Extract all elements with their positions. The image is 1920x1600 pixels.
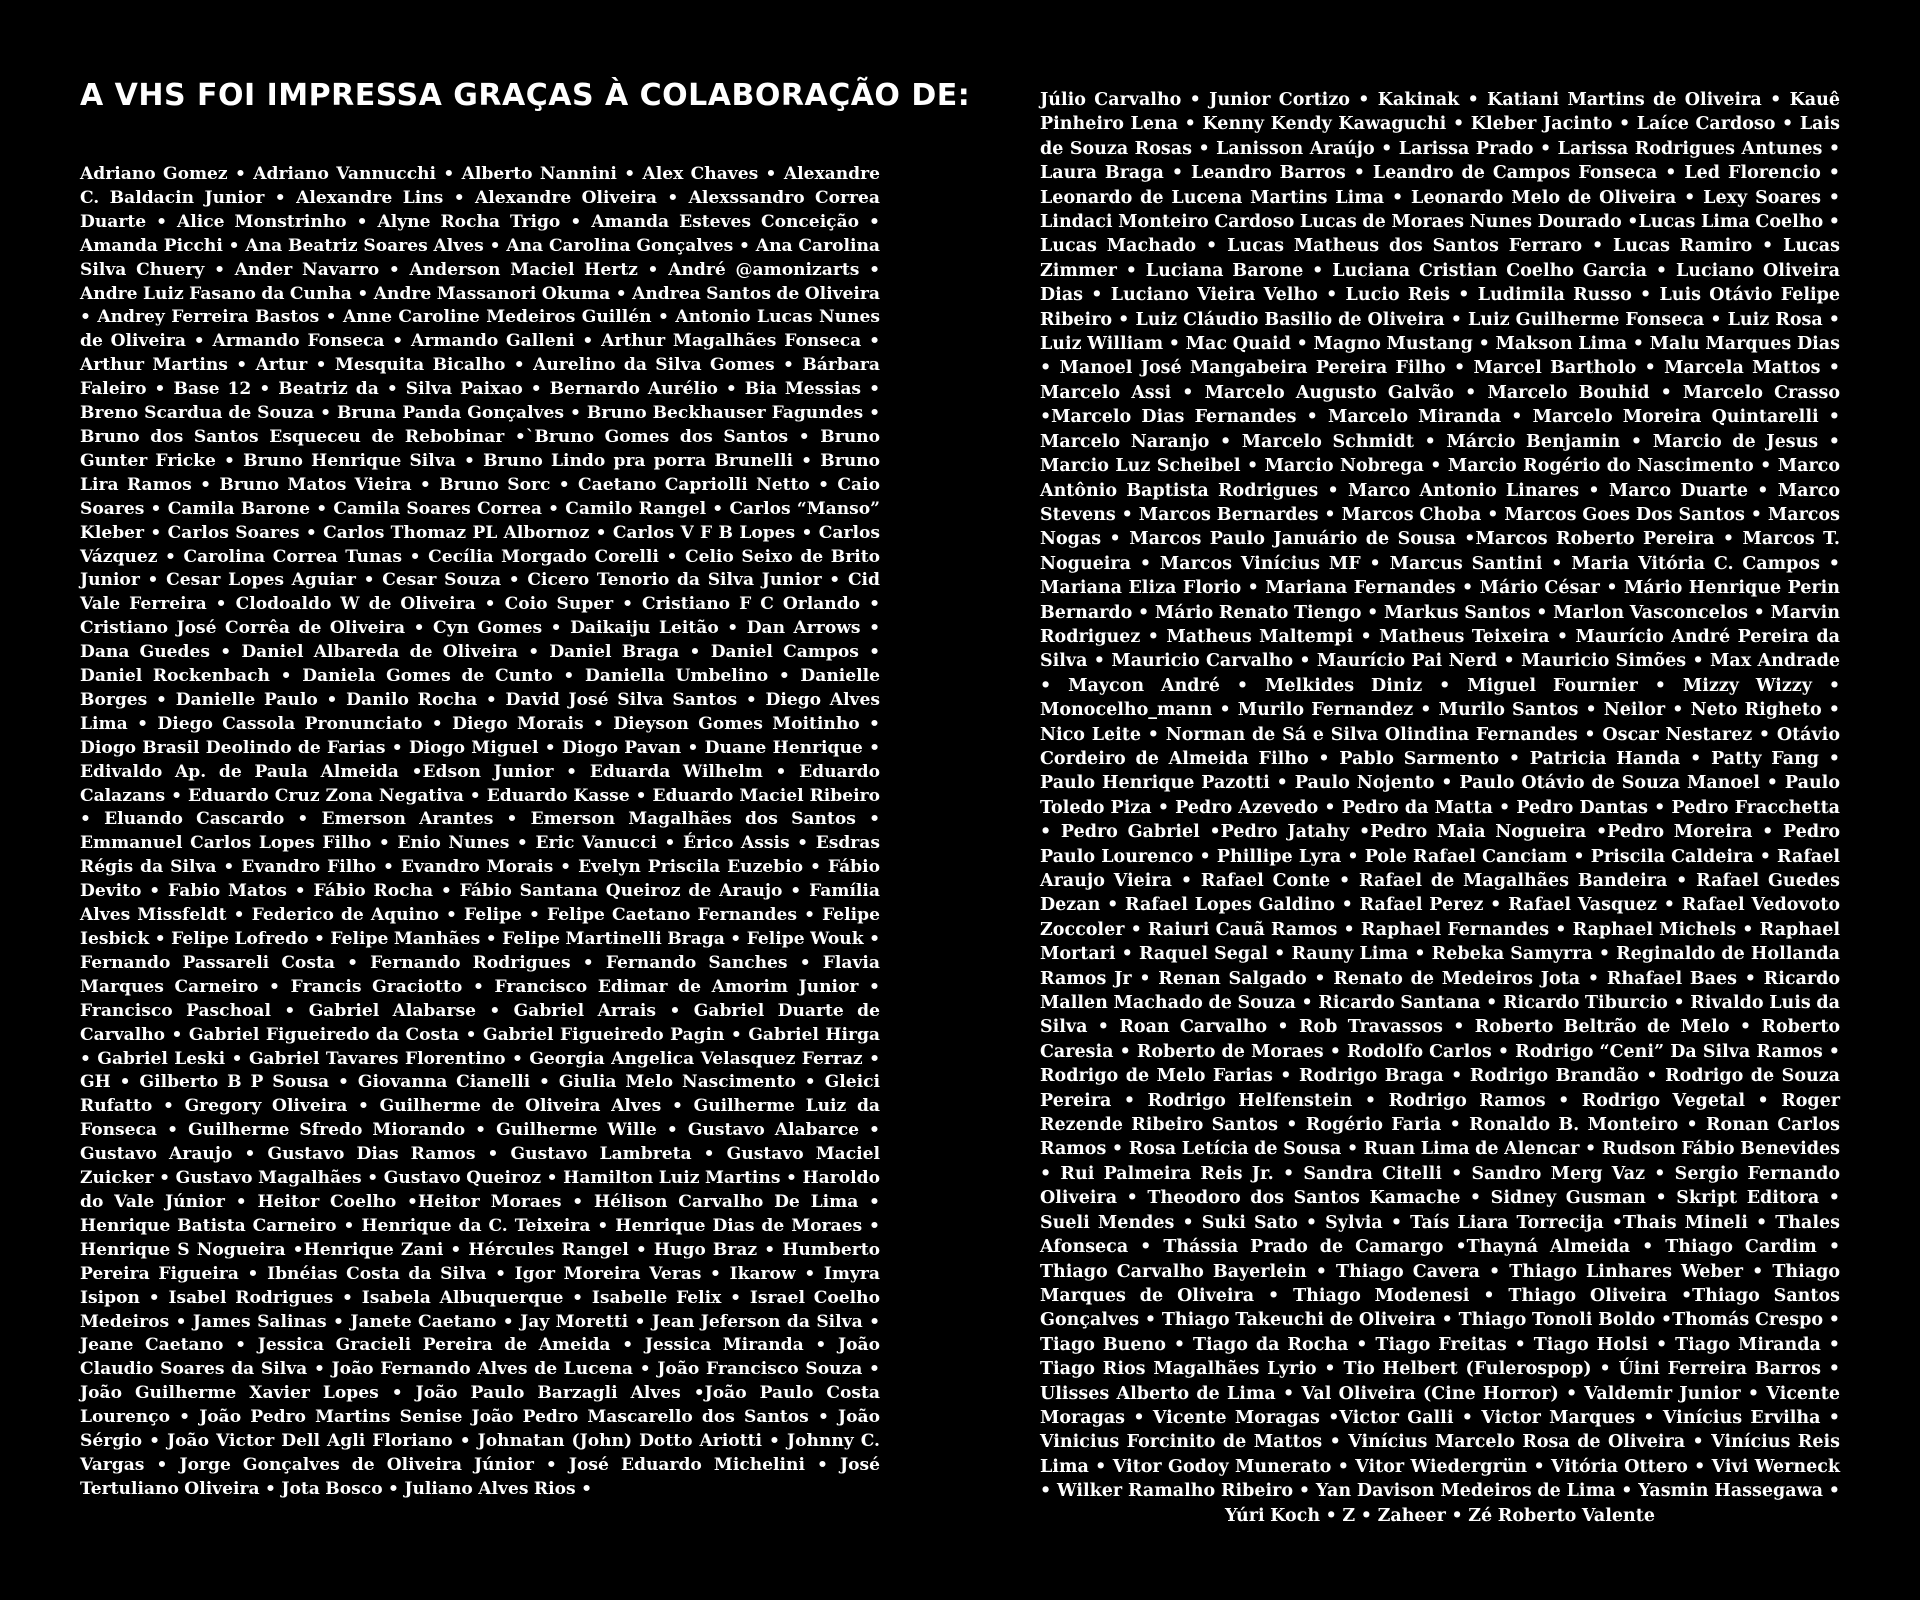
page-title: A VHS FOI IMPRESSA GRAÇAS À COLABORAÇÃO DE:: [80, 78, 971, 113]
contributors-list-left: Adriano Gomez • Adriano Vannucchi • Alberto Nannini • Alex Chaves • Alexandre C. Baldacin Junior • Alexandre Lins • Alexandre Oliveira • Alexssandro Correa Duarte • Alice Monstrinho • Alyne Rocha Trigo • Amanda Esteves Conceição • Amanda Picchi • Ana Beatriz Soares Alves • Ana Carolina Gonçalves • Ana Carolina Silva Chuery • Ander Navarro • Anderson Maciel Hertz • André @amonizarts • Andre Luiz Fasano da Cunha • Andre Massanori Okuma • Andrea Santos de Oliveira • Andrey Ferreira Bastos • Anne Caroline Medeiros Guillén • Antonio Lucas Nunes de Oliveira • Armando Fonseca • Armando Galleni • Arthur Magalhães Fonseca • Arthur Martins • Artur • Mesquita Bicalho • Aurelino da Silva Gomes • Bárbara Faleiro • Base 12 • Beatriz da • Silva Paixao • Bernardo Aurélio • Bia Messias • Breno Scardua de Souza • Bruna Panda Gonçalves • Bruno Beckhauser Fagundes • Bruno dos Santos Esqueceu de Rebobinar •`Bruno Gomes dos Santos • Bruno Gunter Fricke • Bruno Henrique Silva • Bruno Lindo pra porra Brunelli • Bruno Lira Ramos • Bruno Matos Vieira • Bruno Sorc • Caetano Capriolli Netto • Caio Soares • Camila Barone • Camila Soares Correa • Camilo Rangel • Carlos “Manso” Kleber • Carlos Soares • Carlos Thomaz PL Albornoz • Carlos V F B Lopes • Carlos Vázquez • Carolina Correa Tunas • Cecília Morgado Corelli • Celio Seixo de Brito Junior • Cesar Lopes Aguiar • Cesar Souza • Cicero Tenorio da Silva Junior • Cid Vale Ferreira • Clodoaldo W de Oliveira • Coio Super • Cristiano F C Orlando • Cristiano José Corrêa de Oliveira • Cyn Gomes • Daikaiju Leitão • Dan Arrows • Dana Guedes • Daniel Albareda de Oliveira • Daniel Braga • Daniel Campos • Daniel Rockenbach • Daniela Gomes de Cunto • Daniella Umbelino • Danielle Borges • Danielle Paulo • Danilo Rocha • David José Silva Santos • Diego Alves Lima • Diego Cassola Pronunciato • Diego Morais • Dieyson Gomes Moitinho • Diogo Brasil Deolindo de Farias • Diogo Miguel • Diogo Pavan • Duane Henrique • Edivaldo Ap. de Paula Almeida •Edson Junior • Eduarda Wilhelm • Eduardo Calazans • Eduardo Cruz Zona Negativa • Eduardo Kasse • Eduardo Maciel Ribeiro • Eluando Cascardo • Emerson Arantes • Emerson Magalhães dos Santos • Emmanuel Carlos Lopes Filho • Enio Nunes • Eric Vanucci • Érico Assis • Esdras Régis da Silva • Evandro Filho • Evandro Morais • Evelyn Priscila Euzebio • Fábio Devito • Fabio Matos • Fábio Rocha • Fábio Santana Queiroz de Araujo • Família Alves Missfeldt • Federico de Aquino • Felipe • Felipe Caetano Fernandes • Felipe Iesbick • Felipe Lofredo • Felipe Manhães • Felipe Martinelli Braga • Felipe Wouk • Fernando Passareli Costa • Fernando Rodrigues • Fernando Sanches • Flavia Marques Carneiro • Francis Graciotto • Francisco Edimar de Amorim Junior • Francisco Paschoal • Gabriel Alabarse • Gabriel Arrais • Gabriel Duarte de Carvalho • Gabriel Figueiredo da Costa • Gabriel Figueiredo Pagin • Gabriel Hirga • Gabriel Leski • Gabriel Tavares Florentino • Georgia Angelica Velasquez Ferraz • GH • Gilberto B P Sousa • Giovanna Cianelli • Giulia Melo Nascimento • Gleici Rufatto • Gregory Oliveira • Guilherme de Oliveira Alves • Guilherme Luiz da Fonseca • Guilherme Sfredo Miorando • Guilherme Wille • Gustavo Alabarce • Gustavo Araujo • Gustavo Dias Ramos • Gustavo Lambreta • Gustavo Maciel Zuicker • Gustavo Magalhães • Gustavo Queiroz • Hamilton Luiz Martins • Haroldo do Vale Júnior • Heitor Coelho •Heitor Moraes • Hélison Carvalho De Lima • Henrique Batista Carneiro • Henrique da C. Teixeira • Henrique Dias de Moraes • Henrique S Nogueira •Henrique Zani • Hércules Rangel • Hugo Braz • Humberto Pereira Figueira • Ibnéias Costa da Silva • Igor Moreira Veras • Ikarow • Imyra Isipon • Isabel Rodrigues • Isabela Albuquerque • Isabelle Felix • Israel Coelho Medeiros • James Salinas • Janete Caetano • Jay Moretti • Jean Jeferson da Silva • Jeane Caetano • Jessica Gracieli Pereira de Ameida • Jessica Miranda • João Claudio Soares da Silva • João Fernando Alves de Lucena • João Francisco Souza • João Guilherme Xavier Lopes • João Paulo Barzagli Alves •João Paulo Costa Lourenço • João Pedro Martins Senise João Pedro Mascarello dos Santos • João Sérgio • João Victor Dell Agli Floriano • Johnatan (John) Dotto Ariotti • Johnny C. Vargas • Jorge Gonçalves de Oliveira Júnior • José Eduardo Michelini • José Tertuliano Oliveira • Jota Bosco • Juliano Alves Rios •: [80, 164, 880, 1499]
right-page: [960, 0, 1920, 1600]
contributors-list-right: Júlio Carvalho • Junior Cortizo • Kakinak • Katiani Martins de Oliveira • Kauê Pinheiro Lena • Kenny Kendy Kawaguchi • Kleber Jacinto • Laíce Cardoso • Lais de Souza Rosas • Lanisson Araújo • Larissa Prado • Larissa Rodrigues Antunes • Laura Braga • Leandro Barros • Leandro de Campos Fonseca • Led Florencio • Leonardo de Lucena Martins Lima • Leonardo Melo de Oliveira • Lexy Soares • Lindaci Monteiro Cardoso Lucas de Moraes Nunes Dourado •Lucas Lima Coelho • Lucas Machado • Lucas Matheus dos Santos Ferraro • Lucas Ramiro • Lucas Zimmer • Luciana Barone • Luciana Cristian Coelho Garcia • Luciano Oliveira Dias • Luciano Vieira Velho • Lucio Reis • Ludimila Russo • Luis Otávio Felipe Ribeiro • Luiz Cláudio Basilio de Oliveira • Luiz Guilherme Fonseca • Luiz Rosa • Luiz William • Mac Quaid • Magno Mustang • Makson Lima • Malu Marques Dias • Manoel José Mangabeira Pereira Filho • Marcel Bartholo • Marcela Mattos • Marcelo Assi • Marcelo Augusto Galvão • Marcelo Bouhid • Marcelo Crasso •Marcelo Dias Fernandes • Marcelo Miranda • Marcelo Moreira Quintarelli • Marcelo Naranjo • Marcelo Schmidt • Márcio Benjamin • Marcio de Jesus • Marcio Luz Scheibel • Marcio Nobrega • Marcio Rogério do Nascimento • Marco Antônio Baptista Rodrigues • Marco Antonio Linares • Marco Duarte • Marco Stevens • Marcos Bernardes • Marcos Choba • Marcos Goes Dos Santos • Marcos Nogas • Marcos Paulo Januário de Sousa •Marcos Roberto Pereira • Marcos T. Nogueira • Marcos Vinícius MF • Marcus Santini • Maria Vitória C. Campos • Mariana Eliza Florio • Mariana Fernandes • Mário César • Mário Henrique Perin Bernardo • Mário Renato Tiengo • Markus Santos • Marlon Vasconcelos • Marvin Rodriguez • Matheus Maltempi • Matheus Teixeira • Maurício André Pereira da Silva • Mauricio Carvalho • Maurício Pai Nerd • Mauricio Simões • Max Andrade • Maycon André • Melkides Diniz • Miguel Fournier • Mizzy Wizzy • Monocelho_mann • Murilo Fernandez • Murilo Santos • Neilor • Neto Righeto • Nico Leite • Norman de Sá e Silva Olindina Fernandes • Oscar Nestarez • Otávio Cordeiro de Almeida Filho • Pablo Sarmento • Patricia Handa • Patty Fang • Paulo Henrique Pazotti • Paulo Nojento • Paulo Otávio de Souza Manoel • Paulo Toledo Piza • Pedro Azevedo • Pedro da Matta • Pedro Dantas • Pedro Fracchetta • Pedro Gabriel •Pedro Jatahy •Pedro Maia Nogueira •Pedro Moreira • Pedro Paulo Lourenco • Phillipe Lyra • Pole Rafael Canciam • Priscila Caldeira • Rafael Araujo Vieira • Rafael Conte • Rafael de Magalhães Bandeira • Rafael Guedes Dezan • Rafael Lopes Galdino • Rafael Perez • Rafael Vasquez • Rafael Vedovoto Zoccoler • Raiuri Cauã Ramos • Raphael Fernandes • Raphael Michels • Raphael Mortari • Raquel Segal • Rauny Lima • Rebeka Samyrra • Reginaldo de Hollanda Ramos Jr • Renan Salgado • Renato de Medeiros Jota • Rhafael Baes • Ricardo Mallen Machado de Souza • Ricardo Santana • Ricardo Tiburcio • Rivaldo Luis da Silva • Roan Carvalho • Rob Travassos • Roberto Beltrão de Melo • Roberto Caresia • Roberto de Moraes • Rodolfo Carlos • Rodrigo “Ceni” Da Silva Ramos • Rodrigo de Melo Farias • Rodrigo Braga • Rodrigo Brandão • Rodrigo de Souza Pereira • Rodrigo Helfenstein • Rodrigo Ramos • Rodrigo Vegetal • Roger Rezende Ribeiro Santos • Rogério Faria • Ronaldo B. Monteiro • Ronan Carlos Ramos • Rosa Letícia de Sousa • Ruan Lima de Alencar • Rudson Fábio Benevides • Rui Palmeira Reis Jr. • Sandra Citelli • Sandro Merg Vaz • Sergio Fernando Oliveira • Theodoro dos Santos Kamache • Sidney Gusman • Skript Editora • Sueli Mendes • Suki Sato • Sylvia • Taís Liara Torrecija •Thais Mineli • Thales Afonseca • Thássia Prado de Camargo •Thayná Almeida • Thiago Cardim • Thiago Carvalho Bayerlein • Thiago Cavera • Thiago Linhares Weber • Thiago Marques de Oliveira • Thiago Modenesi • Thiago Oliveira •Thiago Santos Gonçalves • Thiago Takeuchi de Oliveira • Thiago Tonoli Boldo •Thomás Crespo • Tiago Bueno • Tiago da Rocha • Tiago Freitas • Tiago Holsi • Tiago Miranda • Tiago Rios Magalhães Lyrio • Tio Helbert (Fulerospop) • Úini Ferreira Barros • Ulisses Alberto de Lima • Val Oliveira (Cine Horror) • Valdemir Junior • Vicente Moragas • Vicente Moragas •Victor Galli • Victor Marques • Vinícius Ervilha • Vinicius Forcinito de Mattos • Vinícius Marcelo Rosa de Oliveira • Vinícius Reis Lima • Vitor Godoy Munerato • Vitor Wiedergrün • Vitória Ottero • Vivi Werneck • Wilker Ramalho Ribeiro • Yan Davison Medeiros de Lima • Yasmin Hassegawa • Yúri Koch • Z • Zaheer • Zé Roberto Valente: [1040, 90, 1840, 1526]
